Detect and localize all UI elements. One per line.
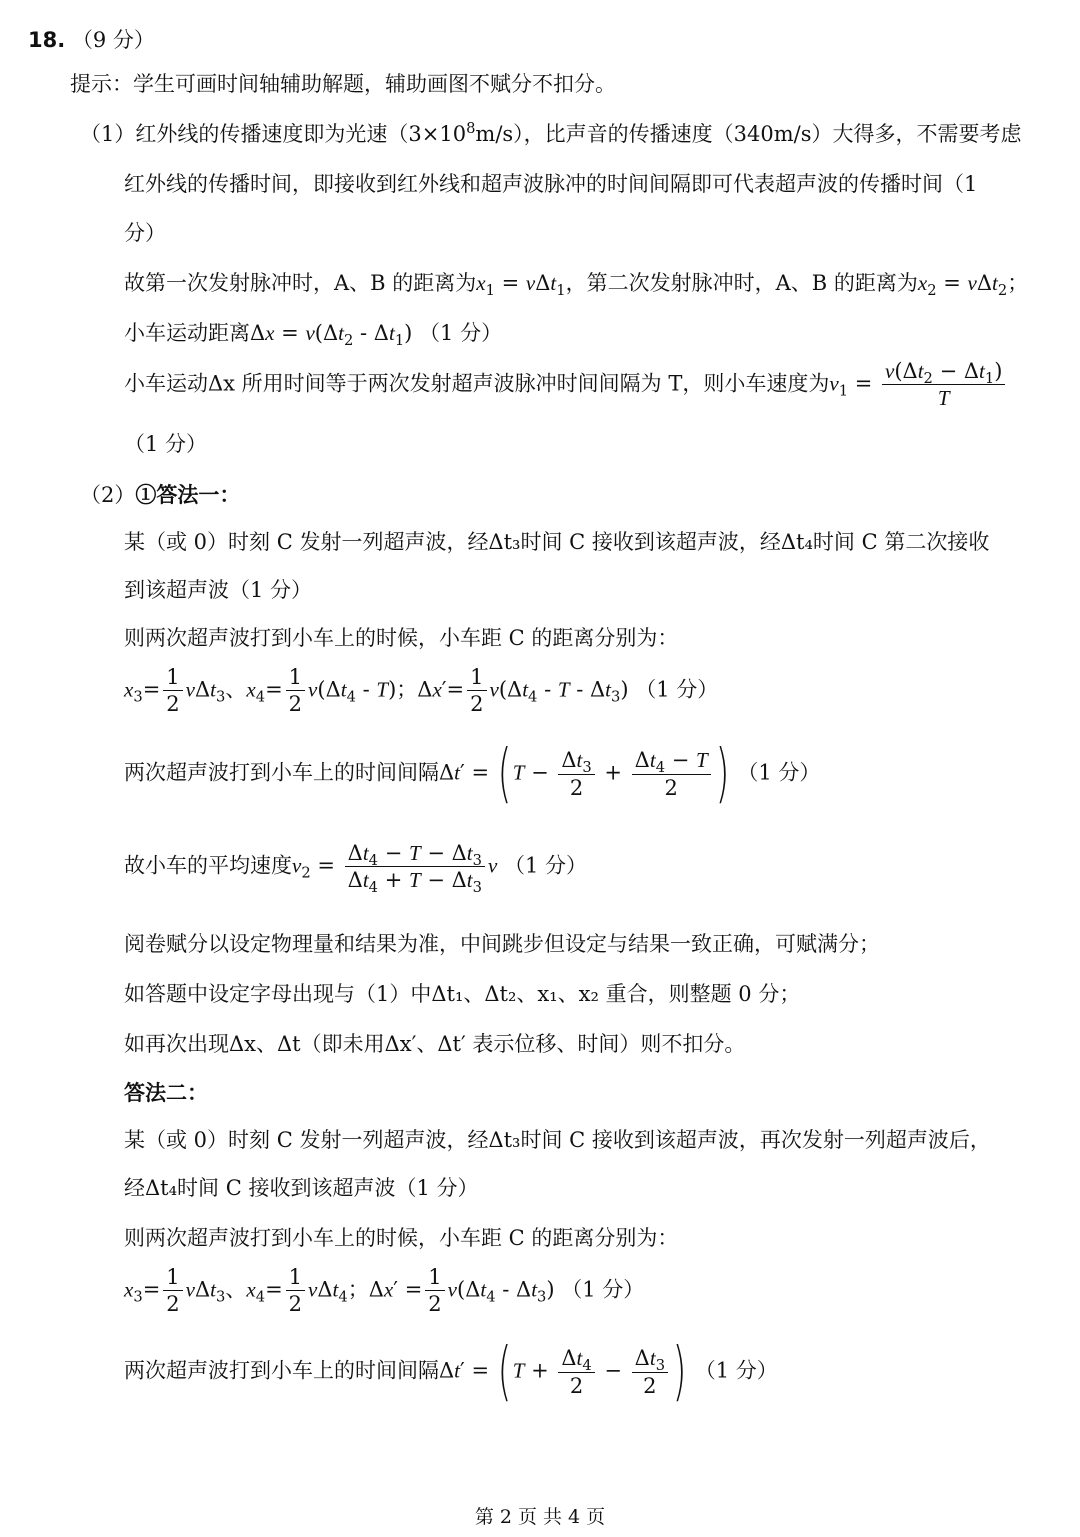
m2-interval-formula: 两次超声波打到小车上的时间间隔Δt′ = (T + $\frac{\Delta t_4}{2}$ − $\frac{\Delta t_3}{2}$ ) （1 分） — [124, 1335, 778, 1409]
m2-line3: 则两次超声波打到小车上的时候，小车距 C 的距离分别为： — [124, 1226, 679, 1250]
m1-grading-note1: 阅卷赋分以设定物理量和结果为准，中间跳步但设定与结果一致正确，可赋满分； — [124, 932, 880, 956]
page-footer: 第 2 页 共 4 页 — [474, 1506, 606, 1528]
m1-grading-note2: 如答题中设定字母出现与（1）中Δt₁、Δt₂、x₁、x₂ 重合，则整题 0 分； — [124, 982, 801, 1006]
part1-distance-line: 故第一次发射脉冲时，A、B 的距离为$x_1 = v\Delta t_1$，第二次发射脉冲时，A、B 的距离为$x_2 = v\Delta t_2$； — [124, 271, 1029, 300]
method1-title: ①答法一： — [135, 482, 241, 507]
m1-line2: 到该超声波（1 分） — [124, 578, 313, 602]
m1-interval-formula: 两次超声波打到小车上的时间间隔Δt′ = (T − $\frac{\Delta t_3}{2}$ + $\frac{\Delta t_4 - T}{2}$ ) （1 分） — [124, 737, 821, 811]
m1-velocity-formula: 故小车的平均速度$v_2$ = $\frac{\Delta t_4 - T - \Delta t_3}{\Delta t_4 + T - \Delta t_3}$ v （1 分） — [124, 841, 588, 897]
part2-header — [80, 482, 240, 508]
v1-fraction: $\frac{v(\Delta t_2 - \Delta t_1)}{T}$ — [882, 358, 1005, 412]
part1-velocity-line: 小车运动Δx 所用时间等于两次发射超声波脉冲时间间隔为 T，则小车速度为$v_1$ = $\frac{v(\Delta t_2 - \Delta t_1)}{T}$ — [124, 358, 1008, 412]
question-score: （9 分） — [71, 28, 155, 52]
method2-title: 答法二： — [124, 1080, 208, 1105]
part1-displacement-line: 小车运动距离$\Delta x = v(\Delta t_2 - \Delta t_1)$ （1 分） — [124, 321, 503, 350]
question-header — [28, 28, 155, 53]
m1-line1: 某（或 0）时刻 C 发射一列超声波，经Δt₃时间 C 接收到该超声波，经Δt₄时间 C 第二次接收 — [124, 530, 990, 554]
part1-line2: 红外线的传播时间，即接收到红外线和超声波脉冲的时间间隔即可代表超声波的传播时间（1 — [124, 172, 978, 196]
m1-grading-note3: 如再次出现Δx、Δt（即未用Δx′、Δt′ 表示位移、时间）则不扣分。 — [124, 1032, 746, 1056]
m2-distance-formulas: $x_3=$ $\frac{1}{2}$ vΔt$_3$、$x_4=$ $\frac{1}{2}$ vΔt$_4$；Δx′ = $\frac{1}{2}$ $v(\Delta t_4 - \Delta t_3)$ （1 分） — [124, 1265, 645, 1317]
part1-label: （1） — [80, 122, 136, 146]
question-number: 18. — [28, 28, 66, 52]
m1-line3: 则两次超声波打到小车上的时候，小车距 C 的距离分别为： — [124, 626, 679, 650]
m2-line2: 经Δt₄时间 C 接收到该超声波（1 分） — [124, 1176, 479, 1200]
m1-distance-formulas: $x_3=$ $\frac{1}{2}$ vΔt$_3$、$x_4=$ $\frac{1}{2}$ $v(\Delta t_4 - T)$；Δx′= $\frac{1}{2}$ $v(\Delta t_4$ - T - $\Delta t_3$) （1 分） — [124, 665, 719, 717]
m2-line1: 某（或 0）时刻 C 发射一列超声波，经Δt₃时间 C 接收到该超声波，再次发射一列超声波后， — [124, 1128, 991, 1152]
part1-line1: （1）红外线的传播速度即为光速$(3\times 10^8m/s)$，比声音的传播速度（340m/s）大得多，不需要考虑 — [80, 119, 1022, 146]
hint-text: 提示：学生可画时间轴辅助解题，辅助画图不赋分不扣分。 — [70, 72, 616, 96]
part1-points: （1 分） — [124, 432, 208, 456]
part2-label: （2） — [80, 483, 136, 507]
part1-line3: 分） — [124, 221, 166, 245]
